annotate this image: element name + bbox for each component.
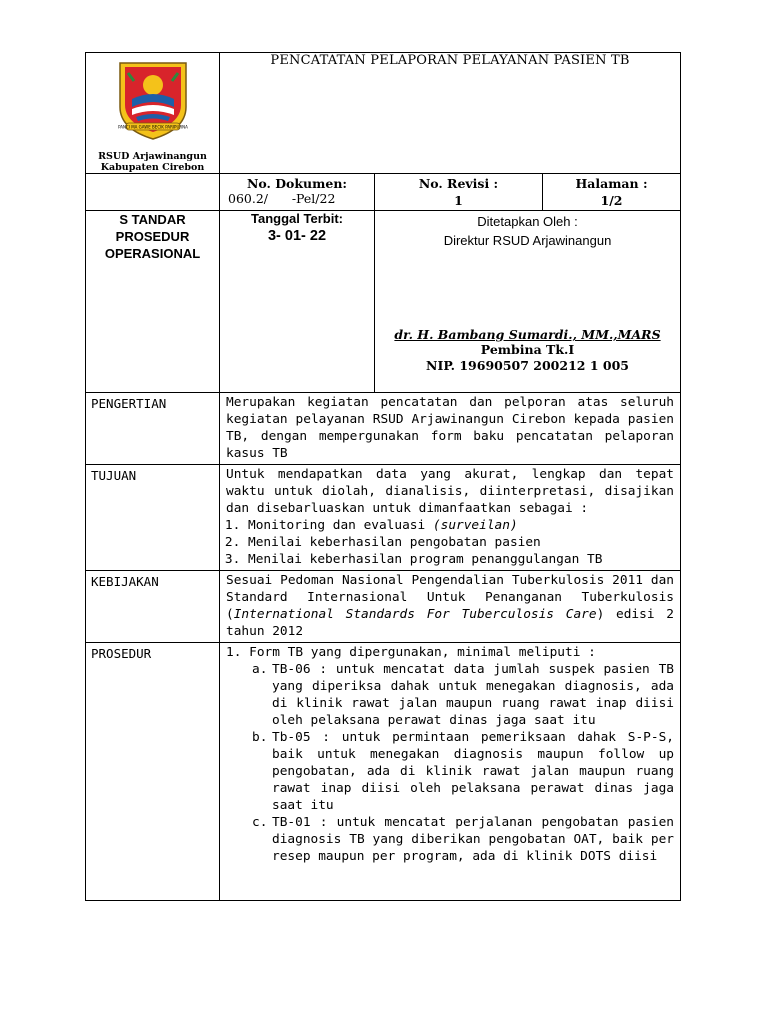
sop-label xyxy=(86,211,220,393)
sop-label-line2: PROSEDUR xyxy=(115,229,190,244)
issue-date-label: Tanggal Terbit: xyxy=(251,211,343,226)
doc-number-label: No. Dokumen: xyxy=(246,176,348,191)
tujuan-label: TUJUAN xyxy=(86,465,220,571)
svg-text:PANCI MA GAWE BECIK PARIPURNA: PANCI MA GAWE BECIK PARIPURNA xyxy=(117,124,188,130)
sop-document xyxy=(85,52,680,901)
revision-value: 1 xyxy=(454,193,463,208)
issue-date-value: 3- 01- 22 xyxy=(267,228,327,244)
institution-region: Kabupaten Cirebon xyxy=(100,162,205,173)
list-item: b. Tb-05 : untuk permintaan pemeriksaan dahak S-P-S, baik untuk menegakan diagnosis maupun follow up pengobatan, ada di klinik rawat jalan maupun ruang rawat inap diisi oleh pelaksana perawat dinas jaga saat itu xyxy=(252,730,674,813)
list-item: c. TB-01 : untuk mencatat perjalanan pengobatan pasien diagnosis TB yang diberikan pengobatan OAT, baik per resep maupun per program, ada di klinik DOTS diisi xyxy=(252,815,674,864)
sop-label-line3: OPERASIONAL xyxy=(104,246,201,261)
pengertian-text xyxy=(220,393,681,465)
approval-line2: Direktur RSUD Arjawinangun xyxy=(443,233,612,248)
list-item: 2. Menilai keberhasilan pengobatan pasien xyxy=(248,534,674,551)
page-value: 1/2 xyxy=(600,193,623,208)
prosedur-label: PROSEDUR xyxy=(86,643,220,901)
tujuan-list xyxy=(226,517,674,568)
tujuan-text xyxy=(220,465,681,571)
director-name: dr. H. Bambang Sumardi., MM.,MARS xyxy=(394,327,661,342)
approval-line1: Ditetapkan Oleh : xyxy=(477,214,578,229)
prosedur-list xyxy=(226,661,674,865)
doc-number-value: 060.2/ -Pel/22 xyxy=(228,191,336,206)
page-cell xyxy=(543,174,681,211)
page-label: Halaman : xyxy=(575,176,648,191)
header-table xyxy=(85,52,681,393)
approval-cell xyxy=(375,211,681,393)
institution-name: RSUD Arjawinangun xyxy=(98,151,207,162)
pengertian-paragraph: Merupakan kegiatan pencatatan dan pelporan atas seluruh kegiatan pelayanan RSUD Arjawinangun Cirebon kepada pasien TB, dengan mempergunakan form baku pencatatan pelaporan kasus TB xyxy=(226,395,674,461)
regency-emblem-logo xyxy=(114,59,192,143)
prosedur-text xyxy=(220,643,681,901)
revision-cell xyxy=(375,174,543,211)
revision-label: No. Revisi : xyxy=(418,176,499,191)
prosedur-intro: 1. Form TB yang dipergunakan, minimal meliputi : xyxy=(226,645,596,660)
director-rank: Pembina Tk.I xyxy=(480,342,575,357)
issue-date-cell xyxy=(220,211,375,393)
sop-label-line1: S TANDAR xyxy=(119,212,186,227)
list-item: a. TB-06 : untuk mencatat data jumlah suspek pasien TB yang diperiksa dahak untuk menegakan diagnosis, ada di klinik rawat jalan maupun ruang rawat inap diisi oleh pelaksana perawat dinas jaga saat itu xyxy=(252,662,674,728)
doc-number-cell xyxy=(220,174,375,211)
list-item: 1. Monitoring dan evaluasi (surveilan) xyxy=(248,517,674,534)
tujuan-intro: Untuk mendapatkan data yang akurat, lengkap dan tepat waktu untuk diolah, dianalisis, diinterpretasi, disajikan dan disebarluaskan untuk dimanfaatkan sebagai : xyxy=(226,467,674,516)
list-item: 3. Menilai keberhasilan program penanggulangan TB xyxy=(248,551,674,568)
kebijakan-text xyxy=(220,571,681,643)
pengertian-label: PENGERTIAN xyxy=(86,393,220,465)
document-title: PENCATATAN PELAPORAN PELAYANAN PASIEN TB xyxy=(220,53,681,174)
kebijakan-label: KEBIJAKAN xyxy=(86,571,220,643)
kebijakan-paragraph: Sesuai Pedoman Nasional Pengendalian Tuberkulosis 2011 dan Standard Internasional Untuk Penanganan Tuberkulosis (International Standards For Tuberculosis Care) edisi 2 tahun 2012 xyxy=(226,573,674,639)
logo-cell xyxy=(86,53,220,174)
content-table xyxy=(85,392,681,901)
director-nip: NIP. 19690507 200212 1 005 xyxy=(426,358,629,373)
